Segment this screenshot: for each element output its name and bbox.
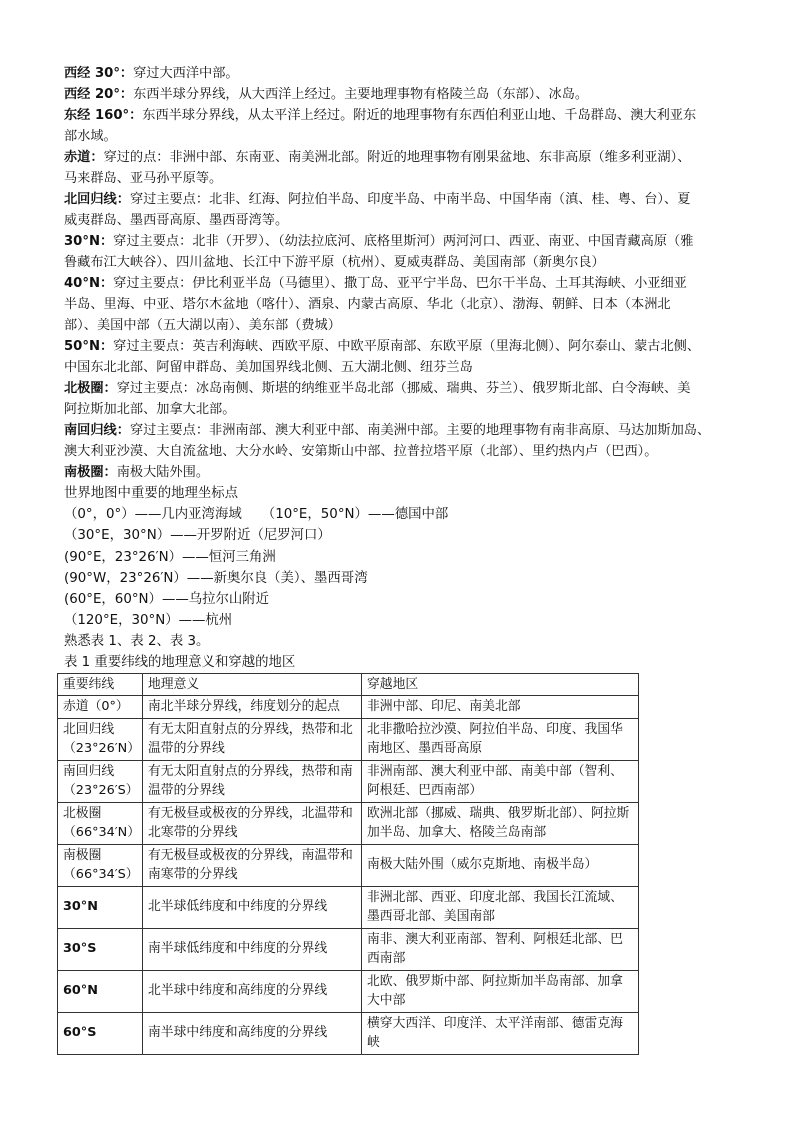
document-page (64, 63, 736, 1055)
region-cell: 非洲中部、印尼、南美北部 (362, 696, 639, 719)
region-cell: 北欧、俄罗斯中部、阿拉斯加半岛南部、加拿大中部 (362, 970, 639, 1012)
paragraph-line (64, 294, 736, 315)
latitude-longitude-notes (64, 63, 736, 483)
region-cell: 横穿大西洋、印度洋、太平洋南部、德雷克海峡 (362, 1012, 639, 1054)
header-latitude: 重要纬线 (58, 673, 143, 696)
paragraph-text: 部）、美国中部（五大湖以南）、美东部（费城） (64, 318, 341, 333)
latitude-cell: 30°N (58, 886, 143, 928)
paragraph-heading: 西经 30°： (64, 66, 134, 81)
meaning-cell: 有无极昼或极夜的分界线，北温带和北寒带的分界线 (143, 802, 362, 844)
meaning-cell: 南半球低纬度和中纬度的分界线 (143, 928, 362, 970)
coordinate-line: 世界地图中重要的地理坐标点 (64, 486, 239, 501)
paragraph-text: 东西半球分界线，从大西洋上经过。主要地理事物有格陵兰岛（东部）、冰岛。 (133, 87, 589, 102)
paragraph-text: 马来群岛、亚马孙平原等。 (64, 171, 223, 186)
meaning-cell: 北半球中纬度和高纬度的分界线 (143, 970, 362, 1012)
table-row (58, 928, 639, 970)
paragraph-text: 威夷群岛、墨西哥高原、墨西哥湾等。 (64, 213, 289, 228)
meaning-cell: 北半球低纬度和中纬度的分界线 (143, 886, 362, 928)
paragraph-text: 穿过的点：非洲中部、东南亚、南美洲北部。附近的地理事物有刚果盆地、东非高原（维多利亚湖）、 (103, 150, 691, 165)
paragraph-text: 南极大陆外围。 (116, 465, 210, 480)
header-meaning: 地理意义 (143, 673, 362, 696)
table-row (58, 718, 639, 760)
latitude-cell: 30°S (58, 928, 143, 970)
table-caption: 表 1 重要纬线的地理意义和穿越的地区 (64, 654, 296, 670)
paragraph-text: 穿过主要点：冰岛南侧、斯堪的纳维亚半岛北部（挪威、瑞典、芬兰）、俄罗斯北部、白令海峡、美 (116, 381, 691, 396)
region-cell: 非洲北部、西亚、印度北部、我国长江流域、墨西哥北部、美国南部 (362, 886, 639, 928)
latitude-table (57, 673, 639, 1055)
paragraph-heading: 30°N： (64, 234, 114, 249)
paragraph-line (64, 399, 736, 420)
paragraph-line (64, 252, 736, 273)
coordinate-line: （0°，0°）——几内亚湾海域 （10°E，50°N）——德国中部 (64, 507, 449, 523)
paragraph-line (64, 315, 736, 336)
latitude-cell: 南回归线 （23°26′S） (58, 760, 143, 802)
paragraph-line (64, 378, 736, 399)
latitude-cell: 南极圈 （66°34′S） (58, 844, 143, 886)
paragraph-line (64, 84, 736, 105)
paragraph-line (64, 189, 736, 210)
paragraph-text: 穿过主要点：非洲南部、澳大利亚中部、南美洲中部。主要的地理事物有南非高原、马达加斯加岛、 (129, 423, 711, 438)
latitude-cell: 60°N (58, 970, 143, 1012)
paragraph-line (64, 441, 736, 462)
meaning-cell: 南北半球分界线，纬度划分的起点 (143, 696, 362, 719)
paragraph-text: 穿过主要点：英吉利海峡、西欧平原、中欧平原南部、东欧平原（里海北侧）、阿尔泰山、蒙古北侧、 (113, 339, 701, 354)
meaning-cell: 南半球中纬度和高纬度的分界线 (143, 1012, 362, 1054)
paragraph-heading: 40°N： (64, 276, 114, 291)
paragraph-line (64, 231, 736, 252)
region-cell: 北非撒哈拉沙漠、阿拉伯半岛、印度、我国华南地区、墨西哥高原 (362, 718, 639, 760)
table-row (58, 886, 639, 928)
paragraph-heading: 南极圈： (64, 465, 117, 480)
paragraph-heading: 南回归线： (64, 423, 130, 438)
latitude-cell: 北极圈 （66°34′N） (58, 802, 143, 844)
region-cell: 南极大陆外围（威尔克斯地、南极半岛） (362, 844, 639, 886)
latitude-cell: 北回归线 （23°26′N） (58, 718, 143, 760)
paragraph-text: 穿过主要点：北非（开罗）、（幼法拉底河、底格里斯河）两河河口、西亚、南亚、中国青藏高原（雅 (113, 234, 694, 249)
paragraph-line (64, 273, 736, 294)
paragraph-line (64, 126, 736, 147)
table-header-row (58, 673, 639, 696)
table-row (58, 844, 639, 886)
coordinate-line: (60°E，60°N）——乌拉尔山附近 (64, 592, 270, 608)
coordinate-points (64, 483, 736, 653)
paragraph-heading: 北极圈： (64, 381, 117, 396)
coordinate-line: 熟悉表 1、表 2、表 3。 (64, 634, 210, 650)
paragraph-heading: 赤道： (64, 150, 104, 165)
paragraph-line (64, 105, 736, 126)
paragraph-line (64, 168, 736, 189)
region-cell: 南非、澳大利亚南部、智利、阿根廷北部、巴西南部 (362, 928, 639, 970)
header-region: 穿越地区 (362, 673, 639, 696)
meaning-cell: 有无太阳直射点的分界线，热带和南温带的分界线 (143, 760, 362, 802)
coordinate-line: （120°E，30°N）——杭州 (64, 613, 233, 629)
meaning-cell: 有无太阳直射点的分界线，热带和北温带的分界线 (143, 718, 362, 760)
table-row (58, 760, 639, 802)
coordinate-line: （30°E，30°N）——开罗附近（尼罗河口） (64, 528, 331, 544)
paragraph-text: 穿过主要点：伊比利亚半岛（马德里）、撒丁岛、亚平宁半岛、巴尔干半岛、土耳其海峡、小亚细亚 (113, 276, 687, 291)
table-row (58, 1012, 639, 1054)
latitude-cell: 60°S (58, 1012, 143, 1054)
paragraph-line (64, 357, 736, 378)
paragraph-text: 部水域。 (64, 129, 117, 144)
paragraph-line (64, 210, 736, 231)
paragraph-line (64, 147, 736, 168)
paragraph-heading: 北回归线： (64, 192, 130, 207)
paragraph-text: 澳大利亚沙漠、大自流盆地、大分水岭、安第斯山中部、拉普拉塔平原（北部）、里约热内卢（巴西）。 (64, 444, 658, 459)
table-row (58, 802, 639, 844)
paragraph-line (64, 462, 736, 483)
table-row (58, 696, 639, 719)
meaning-cell: 有无极昼或极夜的分界线，南温带和南寒带的分界线 (143, 844, 362, 886)
paragraph-text: 东西半球分界线，从太平洋上经过。附近的地理事物有东西伯利亚山地、千岛群岛、澳大利亚东 (142, 108, 697, 123)
paragraph-heading: 50°N： (64, 339, 114, 354)
paragraph-heading: 西经 20°： (64, 87, 134, 102)
coordinate-line: (90°W，23°26′N）——新奥尔良（美）、墨西哥湾 (64, 570, 368, 586)
paragraph-line (64, 420, 736, 441)
paragraph-line (64, 336, 736, 357)
paragraph-text: 半岛、里海、中亚、塔尔木盆地（喀什）、酒泉、内蒙古高原、华北（北京）、渤海、朝鲜、日本（本洲北 (64, 297, 671, 312)
paragraph-text: 穿过大西洋中部。 (133, 66, 239, 81)
table-row (58, 970, 639, 1012)
coordinate-line: (90°E，23°26′N）——恒河三角洲 (64, 549, 276, 565)
paragraph-text: 穿过主要点：北非、红海、阿拉伯半岛、印度半岛、中南半岛、中国华南（滇、桂、粤、台）、夏 (129, 192, 691, 207)
paragraph-text: 鲁藏布江大峡谷）、四川盆地、长江中下游平原（杭州）、夏威夷群岛、美国南部（新奥尔良） (64, 255, 605, 270)
paragraph-heading: 东经 160°： (64, 108, 143, 123)
region-cell: 非洲南部、澳大利亚中部、南美中部（智利、阿根廷、巴西南部） (362, 760, 639, 802)
paragraph-line (64, 63, 736, 84)
region-cell: 欧洲北部（挪威、瑞典、俄罗斯北部）、阿拉斯加半岛、加拿大、格陵兰岛南部 (362, 802, 639, 844)
paragraph-text: 阿拉斯加北部、加拿大北部。 (64, 402, 236, 417)
latitude-cell: 赤道（0°） (58, 696, 143, 719)
paragraph-text: 中国东北北部、阿留申群岛、美加国界线北侧、五大湖北侧、纽芬兰岛 (64, 360, 473, 375)
